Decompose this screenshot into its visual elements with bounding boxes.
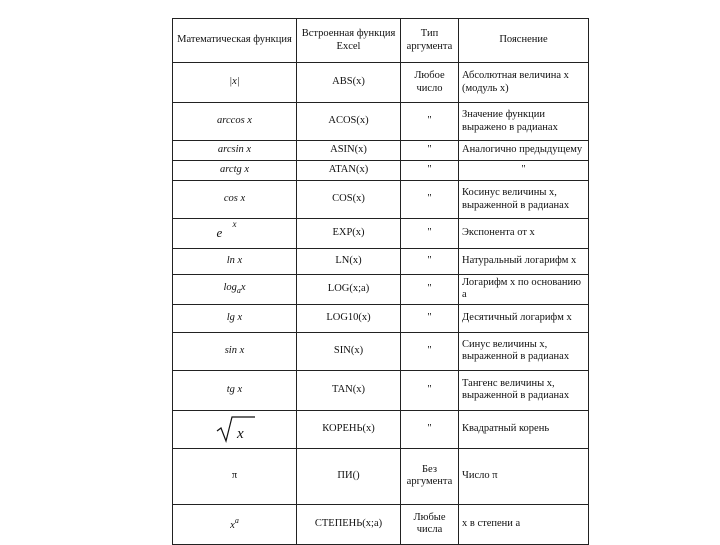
excel-function-cell: SIN(x) (297, 332, 401, 370)
math-function-cell (173, 410, 297, 448)
table-row (173, 141, 589, 161)
excel-function-cell: ASIN(x) (297, 141, 401, 161)
excel-function-cell: COS(x) (297, 181, 401, 219)
argument-type-cell: " (401, 103, 459, 141)
table-row (173, 181, 589, 219)
math-function-cell: arcsin x (173, 141, 297, 161)
explanation-cell: Синус величины x, выраженной в радианах (459, 332, 589, 370)
table-row (173, 504, 589, 544)
table-header-row (173, 19, 589, 63)
math-function-cell: π (173, 448, 297, 504)
argument-type-cell: Любые числа (401, 504, 459, 544)
explanation-cell: Десятичный логарифм x (459, 304, 589, 332)
excel-function-cell: КОРЕНЬ(x) (297, 410, 401, 448)
math-function-cell: sin x (173, 332, 297, 370)
explanation-cell: Тангенс величины x, выраженной в радианах (459, 370, 589, 410)
argument-type-cell: " (401, 181, 459, 219)
excel-function-cell: TAN(x) (297, 370, 401, 410)
header-explanation: Пояснение (459, 19, 589, 63)
table-row (173, 248, 589, 274)
excel-function-cell: LOG10(x) (297, 304, 401, 332)
argument-type-cell: " (401, 219, 459, 249)
excel-function-cell: ABS(x) (297, 63, 401, 103)
explanation-cell: " (459, 161, 589, 181)
argument-type-cell: Любое число (401, 63, 459, 103)
exponent-power: x (232, 219, 237, 229)
table-row (173, 274, 589, 304)
excel-function-cell: LN(x) (297, 248, 401, 274)
excel-function-cell: СТЕПЕНЬ(x;a) (297, 504, 401, 544)
exponent-formula (215, 221, 255, 241)
header-argument-type: Тип аргумента (401, 19, 459, 63)
explanation-cell: Аналогично предыдущему (459, 141, 589, 161)
math-function-cell (173, 274, 297, 304)
table-row (173, 370, 589, 410)
math-function-cell: ln x (173, 248, 297, 274)
header-excel-function: Встроенная функция Excel (297, 19, 401, 63)
argument-type-cell: " (401, 370, 459, 410)
explanation-cell: x в степени a (459, 504, 589, 544)
math-function-cell (173, 504, 297, 544)
header-math-function: Математическая функция (173, 19, 297, 63)
argument-type-cell: " (401, 141, 459, 161)
square-root-icon (213, 414, 257, 444)
argument-type-cell: " (401, 161, 459, 181)
table-row (173, 103, 589, 141)
table-row (173, 332, 589, 370)
argument-type-cell: Без аргумента (401, 448, 459, 504)
excel-function-cell: EXP(x) (297, 219, 401, 249)
math-function-cell: |x| (173, 63, 297, 103)
excel-functions-table (172, 18, 589, 545)
log-prefix: log (223, 282, 237, 294)
argument-type-cell: " (401, 248, 459, 274)
math-function-cell: lg x (173, 304, 297, 332)
excel-function-cell: ПИ() (297, 448, 401, 504)
log-base: a (236, 286, 241, 296)
explanation-cell: Число π (459, 448, 589, 504)
table-row (173, 304, 589, 332)
table-row (173, 219, 589, 249)
excel-function-cell: ATAN(x) (297, 161, 401, 181)
argument-type-cell: " (401, 304, 459, 332)
argument-type-cell: " (401, 332, 459, 370)
power-exponent: a (234, 515, 239, 525)
math-function-cell: arctg x (173, 161, 297, 181)
table-row (173, 161, 589, 181)
math-function-cell: cos x (173, 181, 297, 219)
exponent-base: e (216, 225, 223, 241)
table-row (173, 410, 589, 448)
square-root-argument: x (236, 426, 244, 443)
explanation-cell: Экспонента от x (459, 219, 589, 249)
excel-function-cell: ACOS(x) (297, 103, 401, 141)
explanation-cell: Натуральный логарифм x (459, 248, 589, 274)
table-row (173, 448, 589, 504)
table-row (173, 63, 589, 103)
explanation-cell: Логарифм x по основанию a (459, 274, 589, 304)
excel-function-cell: LOG(x;a) (297, 274, 401, 304)
explanation-cell: Квадратный корень (459, 410, 589, 448)
explanation-cell: Значение функции выражено в радианах (459, 103, 589, 141)
power-base: x (230, 519, 235, 531)
explanation-cell: Косинус величины x, выраженной в радианах (459, 181, 589, 219)
math-function-cell (173, 219, 297, 249)
math-function-cell: tg x (173, 370, 297, 410)
explanation-cell: Абсолютная величина x (модуль x) (459, 63, 589, 103)
argument-type-cell: " (401, 274, 459, 304)
argument-type-cell: " (401, 410, 459, 448)
math-function-cell: arccos x (173, 103, 297, 141)
log-argument: x (240, 282, 246, 294)
